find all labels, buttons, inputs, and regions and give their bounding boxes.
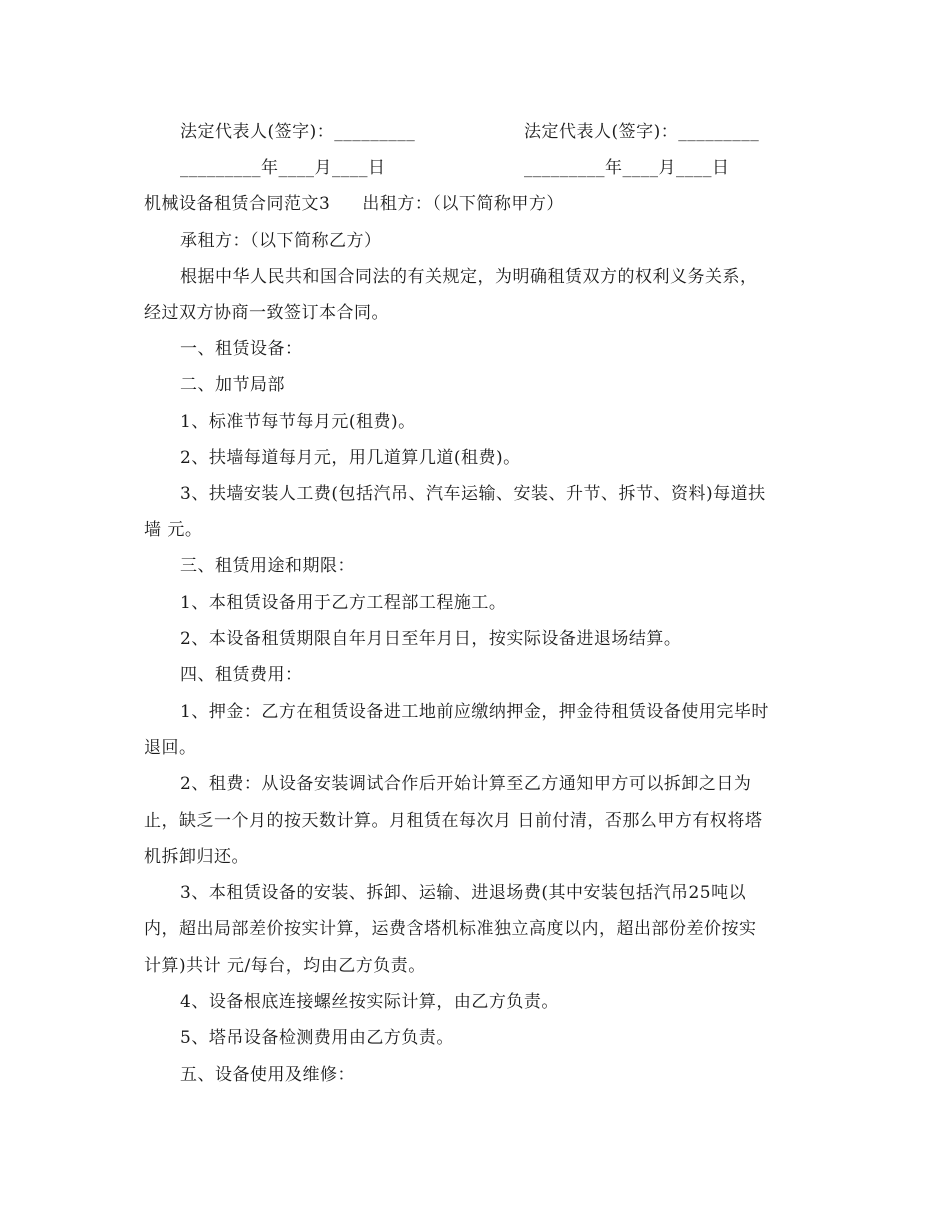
section-4-item-2-line-3: 机拆卸归还。 bbox=[144, 847, 249, 867]
section-4-item-2-line-1: 2、租费：从设备安装调试合作后开始计算至乙方通知甲方可以拆卸之日为 bbox=[180, 774, 752, 794]
section-2-item-1: 1、标准节每节每月元(租费)。 bbox=[180, 412, 416, 432]
lessor-line: 出租方：（以下简称甲方） bbox=[362, 194, 564, 214]
section-3-item-2: 2、本设备租赁期限自年月日至年月日，按实际设备进退场结算。 bbox=[180, 629, 682, 649]
left-legal-rep-signature: 法定代表人(签字)：_________ bbox=[180, 122, 416, 142]
intro-paragraph-line-1: 根据中华人民共和国合同法的有关规定，为明确租赁双方的权利义务关系， bbox=[180, 267, 758, 287]
right-legal-rep-signature: 法定代表人(签字)：_________ bbox=[524, 122, 760, 142]
section-5-heading: 五、设备使用及维修： bbox=[180, 1065, 355, 1085]
section-4-item-1-line-2: 退回。 bbox=[144, 738, 197, 758]
section-1-heading: 一、租赁设备： bbox=[180, 339, 303, 359]
section-4-item-5: 5、塔吊设备检测费用由乙方负责。 bbox=[180, 1028, 454, 1048]
right-signature-date: _________年____月____日 bbox=[524, 158, 730, 178]
intro-paragraph-line-2: 经过双方协商一致签订本合同。 bbox=[144, 303, 389, 323]
section-4-item-3-line-2: 内，超出局部差价按实计算，运费含塔机标准独立高度以内，超出部份差价按实 bbox=[144, 919, 757, 939]
left-signature-date: _________年____月____日 bbox=[180, 158, 386, 178]
contract-title-row bbox=[144, 193, 564, 215]
lessee-line: 承租方：（以下简称乙方） bbox=[180, 231, 382, 251]
section-2-heading: 二、加节局部 bbox=[180, 375, 285, 395]
section-4-item-4: 4、设备根底连接螺丝按实际计算，由乙方负责。 bbox=[180, 992, 559, 1012]
section-4-item-1-line-1: 1、押金：乙方在租赁设备进工地前应缴纳押金，押金待租赁设备使用完毕时 bbox=[180, 702, 769, 722]
section-4-heading: 四、租赁费用： bbox=[180, 665, 303, 685]
section-2-item-3-line-2: 墙 元。 bbox=[144, 520, 203, 540]
section-4-item-3-line-3: 计算)共计 元/每台，均由乙方负责。 bbox=[144, 956, 426, 976]
section-4-item-3-line-1: 3、本租赁设备的安装、拆卸、运输、进退场费(其中安装包括汽吊25吨以 bbox=[180, 883, 747, 903]
section-3-heading: 三、租赁用途和期限： bbox=[180, 556, 355, 576]
contract-title: 机械设备租赁合同范文3 bbox=[144, 194, 331, 214]
section-2-item-2: 2、扶墙每道每月元，用几道算几道(租费)。 bbox=[180, 448, 521, 468]
section-4-item-2-line-2: 止，缺乏一个月的按天数计算。月租赁在每次月 日前付清，否那么甲方有权将塔 bbox=[144, 811, 763, 831]
section-3-item-1: 1、本租赁设备用于乙方工程部工程施工。 bbox=[180, 593, 507, 613]
section-2-item-3-line-1: 3、扶墙安装人工费(包括汽吊、汽车运输、安装、升节、拆节、资料)每道扶 bbox=[180, 484, 766, 504]
